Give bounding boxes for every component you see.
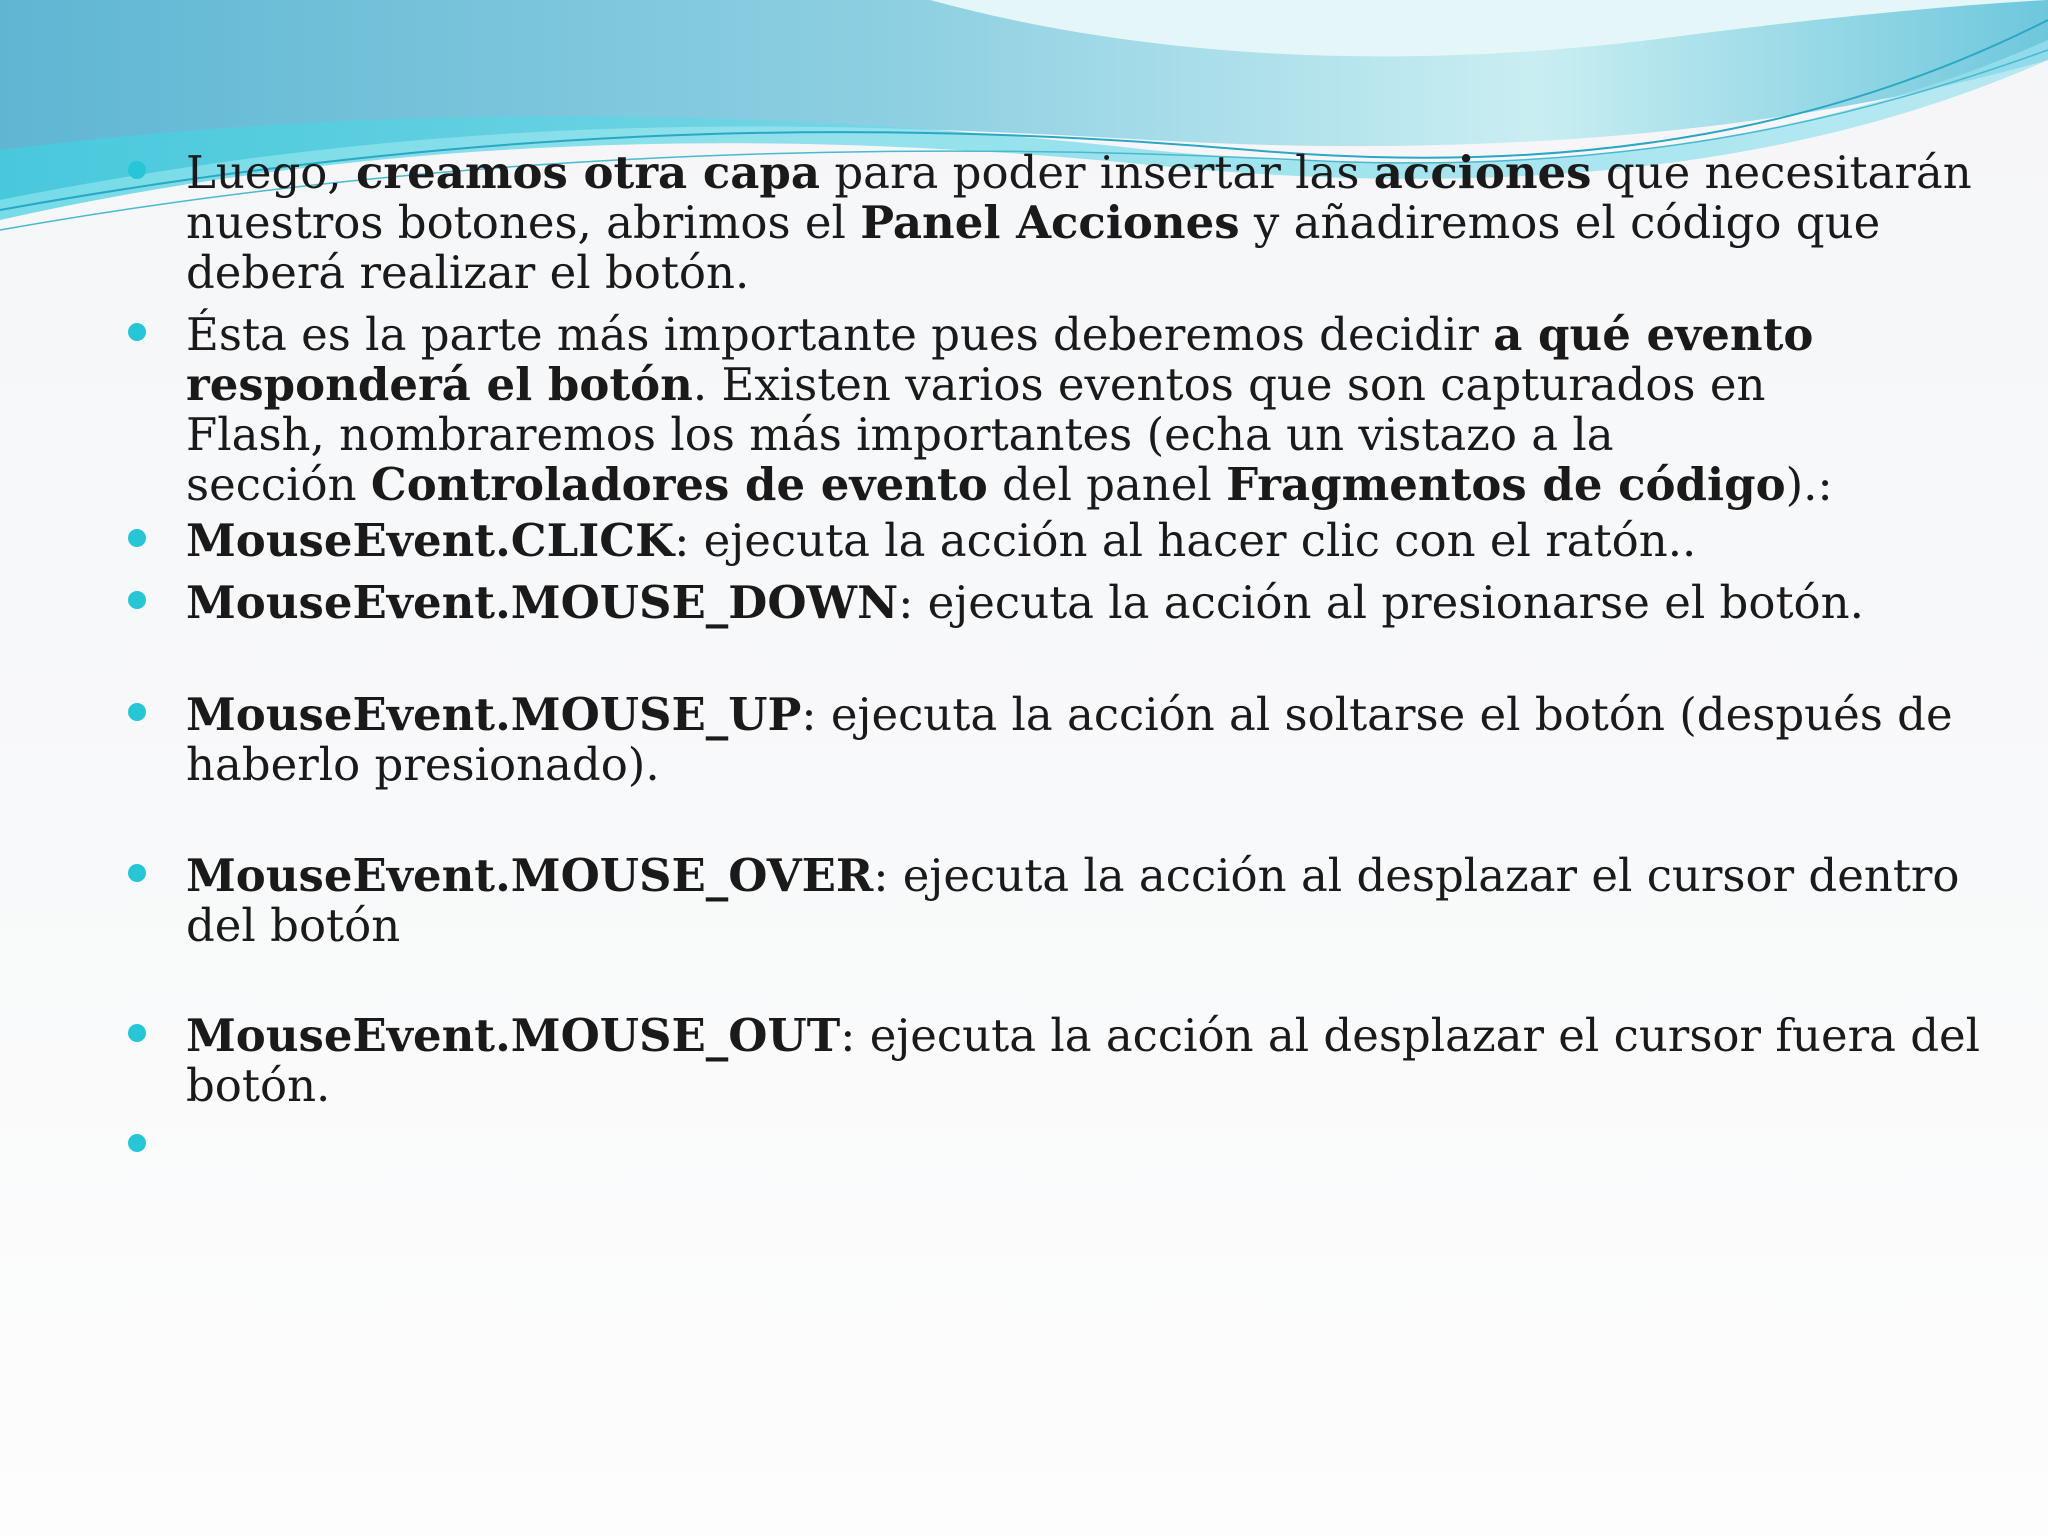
bold-text: MouseEvent.MOUSE_UP <box>186 688 802 741</box>
text-run: Luego, <box>186 146 357 199</box>
text-run: Ésta es la parte más importante pues deberemos decidir <box>186 308 1494 361</box>
bold-text: Panel Acciones <box>860 196 1240 249</box>
bold-text: a qué evento responderá el botón <box>186 308 1814 411</box>
text-run: que necesitarán nuestros botones, abrimos el <box>186 146 1972 249</box>
list-item <box>120 148 1986 298</box>
text-run: ).: <box>1785 458 1833 511</box>
list-item <box>120 851 1986 951</box>
bullet-icon <box>128 323 146 341</box>
text-run: del panel <box>987 458 1227 511</box>
bullet-icon <box>128 1024 146 1042</box>
list-item-text <box>186 310 1986 510</box>
bullet-icon <box>128 591 146 609</box>
text-run: : ejecuta la acción al desplazar el cursor dentro del botón <box>186 849 1960 952</box>
bold-text: MouseEvent.CLICK <box>186 514 675 567</box>
bold-text: Controladores de evento <box>370 458 988 511</box>
bold-text: creamos otra capa <box>356 146 821 199</box>
list-item-text <box>186 516 1986 566</box>
text-run: : ejecuta la acción al soltarse el botón (después de haberlo presionado). <box>186 688 1953 791</box>
bold-text: MouseEvent.MOUSE_OVER <box>186 849 874 902</box>
text-run: . Existen varios eventos que son capturados en Flash, nombraremos los más importantes (echa un vistazo a la sección <box>186 358 1766 511</box>
list-item <box>120 1011 1986 1111</box>
bullet-icon <box>128 161 146 179</box>
list-item <box>120 690 1986 790</box>
list-item <box>120 578 1986 628</box>
list-item-text <box>186 578 1986 628</box>
bold-text: acciones <box>1373 146 1592 199</box>
text-run: y añadiremos el código que deberá realizar el botón. <box>186 196 1881 299</box>
list-item-text <box>186 1011 1986 1111</box>
bullet-icon <box>128 703 146 721</box>
list-item-text <box>186 851 1986 951</box>
bold-text: MouseEvent.MOUSE_OUT <box>186 1009 841 1062</box>
bullet-icon <box>128 529 146 547</box>
text-run: para poder insertar las <box>820 146 1374 199</box>
list-item <box>120 310 1986 510</box>
text-run: : ejecuta la acción al desplazar el cursor fuera del botón. <box>186 1009 1981 1112</box>
bullet-icon <box>128 1134 146 1152</box>
bold-text: Fragmentos de código <box>1226 458 1786 511</box>
bold-text: MouseEvent.MOUSE_DOWN <box>186 576 899 629</box>
list-item-text <box>186 148 1986 298</box>
list-item <box>120 516 1986 566</box>
text-run: : ejecuta la acción al hacer clic con el ratón.. <box>674 514 1697 567</box>
list-item-text <box>186 690 1986 790</box>
bullet-icon <box>128 864 146 882</box>
text-run: : ejecuta la acción al presionarse el botón. <box>898 576 1864 629</box>
